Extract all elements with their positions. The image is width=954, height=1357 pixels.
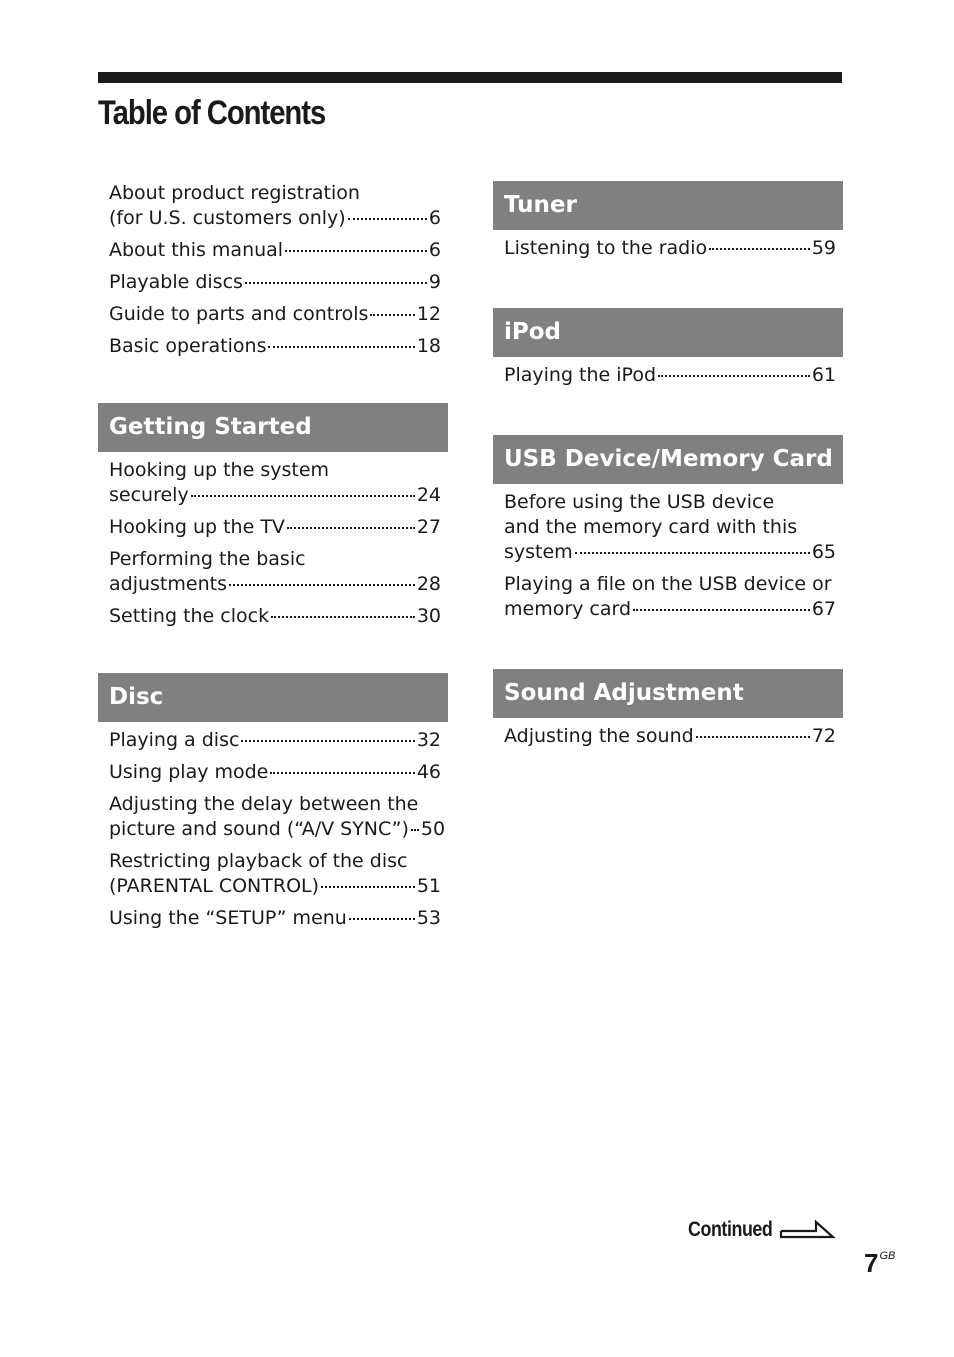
toc-page-number: 6 [428, 239, 441, 261]
toc-section [493, 669, 843, 749]
section-gap [98, 366, 448, 403]
section-entries [493, 230, 843, 261]
toc-entry[interactable] [109, 270, 441, 295]
page-title: Table of Contents [98, 94, 326, 132]
toc-section [493, 435, 843, 622]
toc-page-number: 32 [416, 729, 441, 751]
toc-entry-last-line [109, 206, 441, 231]
dot-leader [268, 346, 414, 348]
toc-entry-text: Performing the basic [109, 548, 306, 570]
toc-entry-last-line [504, 363, 836, 388]
dot-leader [287, 527, 415, 529]
toc-page-number: 24 [416, 484, 441, 506]
toc-entry[interactable] [109, 728, 441, 753]
toc-entry-text: memory card [504, 598, 632, 620]
toc-page-number: 6 [428, 207, 441, 229]
toc-entry-text: Guide to parts and controls [109, 303, 369, 325]
toc-entry-text: Playing a disc [109, 729, 240, 751]
section-entries [493, 718, 843, 749]
toc-entry[interactable] [504, 236, 836, 261]
right-column [493, 181, 843, 756]
section-header: USB Device/Memory Card [493, 435, 843, 484]
toc-page-number: 65 [811, 541, 836, 563]
toc-page-number: 9 [428, 271, 441, 293]
toc-entry[interactable] [109, 181, 441, 231]
toc-section [98, 403, 448, 629]
toc-entry-text: adjustments [109, 573, 227, 595]
toc-entry[interactable] [109, 238, 441, 263]
toc-page-number: 51 [416, 875, 441, 897]
toc-entry-last-line [109, 270, 441, 295]
section-gap [493, 395, 843, 435]
toc-entry[interactable] [504, 363, 836, 388]
section-entries [98, 181, 448, 359]
toc-entry[interactable] [504, 572, 836, 622]
page-number [864, 1248, 895, 1279]
toc-entry-text: Adjusting the sound [504, 725, 694, 747]
toc-entry[interactable] [109, 334, 441, 359]
toc-page-number: 53 [416, 907, 441, 929]
left-column [98, 181, 448, 938]
toc-entry[interactable] [504, 724, 836, 749]
toc-entry-text: About product registration [109, 182, 360, 204]
continued-indicator [688, 1217, 839, 1243]
toc-entry-last-line [504, 236, 836, 261]
section-header: iPod [493, 308, 843, 357]
page-number-suffix: GB [879, 1250, 896, 1262]
toc-entry-text: Playable discs [109, 271, 243, 293]
toc-entry-text: (PARENTAL CONTROL) [109, 875, 320, 897]
toc-page-number: 18 [416, 335, 441, 357]
toc-entry-last-line [109, 302, 441, 327]
toc-entry[interactable] [109, 849, 441, 899]
continued-label: Continued [688, 1218, 773, 1241]
top-rule [98, 72, 842, 83]
toc-entry-last-line [109, 817, 446, 842]
dot-leader [411, 829, 419, 831]
toc-entry-text: Setting the clock [109, 605, 270, 627]
toc-entry-last-line [109, 334, 441, 359]
toc-entry-last-line [109, 874, 441, 899]
toc-entry-text: Listening to the radio [504, 237, 708, 259]
toc-entry-text: Restricting playback of the disc [109, 850, 408, 872]
toc-entry-last-line [109, 604, 441, 629]
toc-entry[interactable] [109, 906, 441, 931]
toc-entry[interactable] [109, 458, 441, 508]
toc-section [98, 181, 448, 359]
dot-leader [285, 250, 427, 252]
toc-entry-text: securely [109, 484, 189, 506]
dot-leader [229, 584, 415, 586]
dot-leader [709, 248, 810, 250]
toc-entry-last-line [109, 906, 441, 931]
section-entries [493, 357, 843, 388]
toc-entry-text: (for U.S. customers only) [109, 207, 346, 229]
section-header: Disc [98, 673, 448, 722]
section-entries [493, 484, 843, 622]
toc-entry-text: picture and sound (“A/V SYNC”) [109, 818, 409, 840]
dot-leader [658, 375, 810, 377]
toc-entry[interactable] [109, 515, 441, 540]
toc-entry-last-line [504, 540, 836, 565]
dot-leader [349, 918, 415, 920]
section-gap [493, 268, 843, 308]
dot-leader [575, 552, 810, 554]
dot-leader [370, 314, 414, 316]
toc-page-number: 27 [416, 516, 441, 538]
toc-page-number: 12 [416, 303, 441, 325]
section-entries [98, 452, 448, 629]
toc-entry-last-line [109, 760, 441, 785]
section-gap [98, 636, 448, 673]
toc-entry[interactable] [109, 604, 441, 629]
toc-entry-text: Using the “SETUP” menu [109, 907, 347, 929]
section-gap [493, 629, 843, 669]
arrow-right-icon [777, 1217, 839, 1243]
toc-entry-last-line [109, 572, 441, 597]
dot-leader [241, 740, 414, 742]
toc-page-number: 67 [811, 598, 836, 620]
toc-section [493, 308, 843, 388]
toc-entry-last-line [109, 238, 441, 263]
toc-entry[interactable] [109, 760, 441, 785]
page-number-value: 7 [864, 1248, 879, 1278]
dot-leader [270, 772, 414, 774]
toc-entry-text: Hooking up the TV [109, 516, 285, 538]
section-header: Tuner [493, 181, 843, 230]
toc-page-number: 59 [811, 237, 836, 259]
toc-entry-text: About this manual [109, 239, 284, 261]
toc-page-number: 61 [811, 364, 836, 386]
toc-entry-last-line [109, 515, 441, 540]
dot-leader [271, 616, 415, 618]
toc-entry-text: Adjusting the delay between the [109, 793, 419, 815]
toc-entry-last-line [109, 728, 441, 753]
toc-entry-last-line [109, 483, 441, 508]
toc-page-number: 50 [420, 818, 446, 840]
toc-page-number: 72 [811, 725, 836, 747]
toc-page-number: 46 [416, 761, 441, 783]
toc-page-number: 30 [416, 605, 441, 627]
toc-entry-last-line [504, 597, 836, 622]
section-header: Sound Adjustment [493, 669, 843, 718]
dot-leader [696, 736, 810, 738]
dot-leader [348, 218, 427, 220]
toc-section [493, 181, 843, 261]
toc-entry-text: and the memory card with this [504, 516, 798, 538]
toc-entry[interactable] [109, 302, 441, 327]
toc-entry-last-line [504, 724, 836, 749]
dot-leader [633, 609, 810, 611]
toc-entry-text: Before using the USB device [504, 491, 775, 513]
dot-leader [191, 495, 415, 497]
toc-entry[interactable] [109, 547, 441, 597]
toc-entry-text: Playing a file on the USB device or [504, 573, 832, 595]
dot-leader [321, 886, 415, 888]
toc-entry-text: Using play mode [109, 761, 269, 783]
toc-entry-text: system [504, 541, 573, 563]
section-header: Getting Started [98, 403, 448, 452]
toc-entry-text: Hooking up the system [109, 459, 330, 481]
toc-entry[interactable] [504, 490, 836, 565]
toc-entry-text: Basic operations [109, 335, 267, 357]
section-entries [98, 722, 448, 931]
toc-section [98, 673, 448, 931]
dot-leader [245, 282, 427, 284]
toc-entry-text: Playing the iPod [504, 364, 657, 386]
toc-page-number: 28 [416, 573, 441, 595]
toc-entry[interactable] [109, 792, 446, 842]
